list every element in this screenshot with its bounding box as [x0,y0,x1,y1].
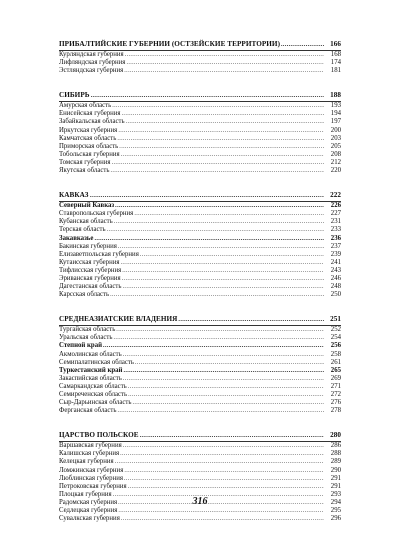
leader-dots [132,399,324,407]
entry-page: 212 [330,158,341,166]
toc-entry [59,283,341,291]
entry-page: 208 [330,150,341,158]
toc-entry [59,467,341,475]
entry-page: 203 [330,134,341,142]
entry-name: Елизаветпольская губерния [59,250,139,258]
entry-name: Плоцкая губерния [59,490,112,498]
entry-name: Бакинская губерния [59,242,117,250]
toc-subheading [59,342,341,350]
entry-page: 269 [330,374,341,382]
leader-dots [116,326,324,334]
leader-dots [117,135,324,143]
leader-dots [134,210,324,218]
entry-name: Семипалатинская область [59,358,135,366]
entry-page: 168 [330,51,341,58]
leader-dots [124,67,324,75]
entry-page: 256 [330,342,341,350]
leader-dots [124,475,324,483]
entry-name: Эстляндская губерния [59,67,124,75]
entry-page: 296 [330,515,341,523]
entry-page: 200 [330,126,341,134]
toc-entry [59,375,341,383]
entry-name: Терская область [59,226,106,234]
leader-dots [128,391,324,399]
toc-entry [59,159,341,167]
entry-page: 293 [330,490,341,498]
entry-name: Сыр-Дарьинская область [59,399,132,407]
leader-dots [126,118,324,126]
entry-name: Тобольская губерния [59,150,120,158]
entry-page: 261 [330,358,341,366]
entry-page: 174 [330,59,341,67]
entry-name: Лифляндская губерния [59,59,126,67]
toc-entry [59,210,341,218]
leader-dots [110,167,324,175]
entry-name: Закавказье [59,234,94,242]
toc-section [59,40,341,75]
toc-entry [59,383,341,391]
toc-entry [59,507,341,515]
leader-dots [107,226,324,234]
leader-dots [125,51,324,59]
toc-section [59,191,341,299]
leader-dots [140,251,324,259]
toc-subheading [59,367,341,375]
entry-name: Кутаисская губерния [59,258,120,266]
section-page: 280 [330,431,341,440]
toc-entry [59,458,341,466]
toc-section [59,91,341,175]
entry-page: 276 [330,399,341,407]
entry-name: Приморская область [59,142,119,150]
entry-page: 252 [330,326,341,334]
entry-name: Тифлисская губерния [59,266,122,274]
entry-name: Камчатская область [59,134,117,142]
entry-name: Уральская область [59,334,113,342]
toc-entry [59,275,341,283]
leader-dots [121,151,324,159]
entry-name: Ставропольская губерния [59,210,134,218]
leader-dots [90,192,324,201]
section-title: ЦАРСТВО ПОЛЬСКОЕ [59,431,139,440]
section-title: ПРИБАЛТИЙСКИЕ ГУБЕРНИИ (ОСТЗЕЙСКИЕ ТЕРРИТОРИИ) [59,40,281,48]
leader-dots [114,218,324,226]
entry-page: 236 [330,234,341,242]
entry-page: 205 [330,142,341,150]
toc-entry [59,59,341,67]
entry-name: Курляндская губерния [59,51,124,58]
leader-dots [128,383,324,391]
table-of-contents [59,40,341,523]
entry-name: Келецкая губерния [59,458,114,466]
entry-page: 246 [330,274,341,282]
leader-dots [123,375,324,383]
toc-entry [59,102,341,110]
toc-entry [59,243,341,251]
entry-name: Степной край [59,342,103,350]
leader-dots [112,102,324,110]
toc-entry [59,167,341,175]
entry-page: 197 [330,118,341,126]
entry-page: 227 [330,210,341,218]
entry-name: Иркутская губерния [59,126,118,134]
toc-entry [59,359,341,367]
entry-page: 231 [330,218,341,226]
entry-name: Кубанская область [59,218,113,226]
section-title: СИБИРЬ [59,91,90,100]
entry-page: 248 [330,283,341,291]
leader-dots [115,202,324,210]
entry-page: 233 [330,226,341,234]
toc-entry [59,399,341,407]
leader-dots [121,515,324,523]
leader-dots [118,243,324,251]
entry-page: 194 [330,110,341,118]
toc-entry [59,51,341,59]
leader-dots [124,467,324,475]
toc-entry [59,267,341,275]
leader-dots [120,450,324,458]
section-heading [59,40,341,51]
toc-entry [59,259,341,267]
entry-name: Амурская область [59,102,112,110]
leader-dots [118,127,324,135]
leader-dots [281,41,324,50]
toc-entry [59,251,341,259]
entry-page: 278 [330,407,341,415]
leader-dots [122,110,324,118]
section-page: 166 [330,40,341,48]
leader-dots [123,283,324,291]
leader-dots [112,159,324,167]
toc-entry [59,450,341,458]
entry-name: Эриванская губерния [59,274,121,282]
entry-name: Ломжинская губерния [59,466,124,474]
leader-dots [91,92,324,101]
entry-page: 237 [330,242,341,250]
section-heading [59,191,341,202]
entry-name: Самаркандская область [59,382,127,390]
section-heading [59,315,341,326]
entry-name: Ферганская область [59,407,117,415]
entry-name: Якутская область [59,167,110,175]
toc-subheading [59,202,341,210]
entry-page: 271 [330,382,341,390]
toc-entry [59,334,341,342]
entry-page: 243 [330,266,341,274]
entry-page: 241 [330,258,341,266]
entry-name: Акмолинская область [59,350,122,358]
toc-entry [59,475,341,483]
leader-dots [94,235,324,243]
toc-entry [59,407,341,415]
entry-page: 250 [330,291,341,299]
toc-entry [59,291,341,299]
entry-name: Радомская губерния [59,498,118,506]
entry-page: 291 [330,482,341,490]
toc-entry [59,515,341,523]
entry-page: 258 [330,350,341,358]
entry-page: 193 [330,102,341,110]
entry-name: Варшавская губерния [59,442,122,450]
toc-entry [59,110,341,118]
leader-dots [117,407,324,415]
entry-page: 289 [330,458,341,466]
entry-page: 295 [330,507,341,515]
leader-dots [119,143,324,151]
entry-name: Северный Кавказ [59,202,115,210]
toc-entry [59,143,341,151]
leader-dots [122,275,324,283]
entry-name: Томская губерния [59,158,111,166]
toc-subheading [59,235,341,243]
leader-dots [140,432,324,441]
entry-name: Енисейская губерния [59,110,121,118]
leader-dots [103,342,324,350]
leader-dots [128,483,324,491]
entry-name: Туркестанский край [59,366,123,374]
leader-dots [123,351,324,359]
toc-section [59,431,341,523]
entry-name: Дагестанская область [59,283,122,291]
entry-name: Карсская область [59,291,110,299]
entry-page: 290 [330,466,341,474]
page-number: 316 [192,496,208,507]
entry-name: Закаспийская область [59,374,122,382]
entry-name: Калишская губерния [59,450,120,458]
toc-entry [59,218,341,226]
leader-dots [113,334,324,342]
section-title: СРЕДНЕАЗИАТСКИЕ ВЛАДЕНИЯ [59,315,178,324]
entry-page: 220 [330,167,341,175]
entry-name: Люблинская губерния [59,474,123,482]
entry-name: Тургайская область [59,326,116,334]
leader-dots [123,367,324,375]
section-title: КАВКАЗ [59,191,89,200]
leader-dots [126,59,324,67]
entry-page: 294 [330,498,341,506]
entry-page: 254 [330,334,341,342]
section-page: 251 [330,315,341,324]
section-page: 222 [330,191,341,200]
entry-name: Сувалкская губерния [59,515,120,523]
section-heading [59,431,341,442]
toc-entry [59,326,341,334]
entry-page: 265 [330,366,341,374]
section-page: 188 [330,91,341,100]
toc-entry [59,391,341,399]
section-heading [59,91,341,102]
leader-dots [122,267,324,275]
entry-page: 226 [330,202,341,210]
leader-dots [118,507,324,515]
toc-entry [59,483,341,491]
entry-page: 286 [330,442,341,450]
toc-entry [59,226,341,234]
leader-dots [135,359,324,367]
leader-dots [110,291,324,299]
toc-entry [59,67,341,75]
toc-entry [59,442,341,450]
entry-page: 239 [330,250,341,258]
leader-dots [115,458,324,466]
toc-section [59,315,341,415]
entry-page: 272 [330,391,341,398]
toc-entry [59,351,341,359]
entry-page: 181 [330,67,341,75]
entry-page: 291 [330,474,341,482]
entry-name: Седлецкая губерния [59,507,118,515]
toc-entry [59,127,341,135]
entry-name: Забайкальская область [59,118,125,126]
toc-entry [59,118,341,126]
toc-entry [59,151,341,159]
entry-page: 288 [330,450,341,458]
leader-dots [123,442,324,450]
toc-entry [59,135,341,143]
leader-dots [178,316,324,325]
entry-name: Петроковская губерния [59,482,127,490]
leader-dots [121,259,325,267]
entry-name: Семиреченская область [59,391,128,398]
